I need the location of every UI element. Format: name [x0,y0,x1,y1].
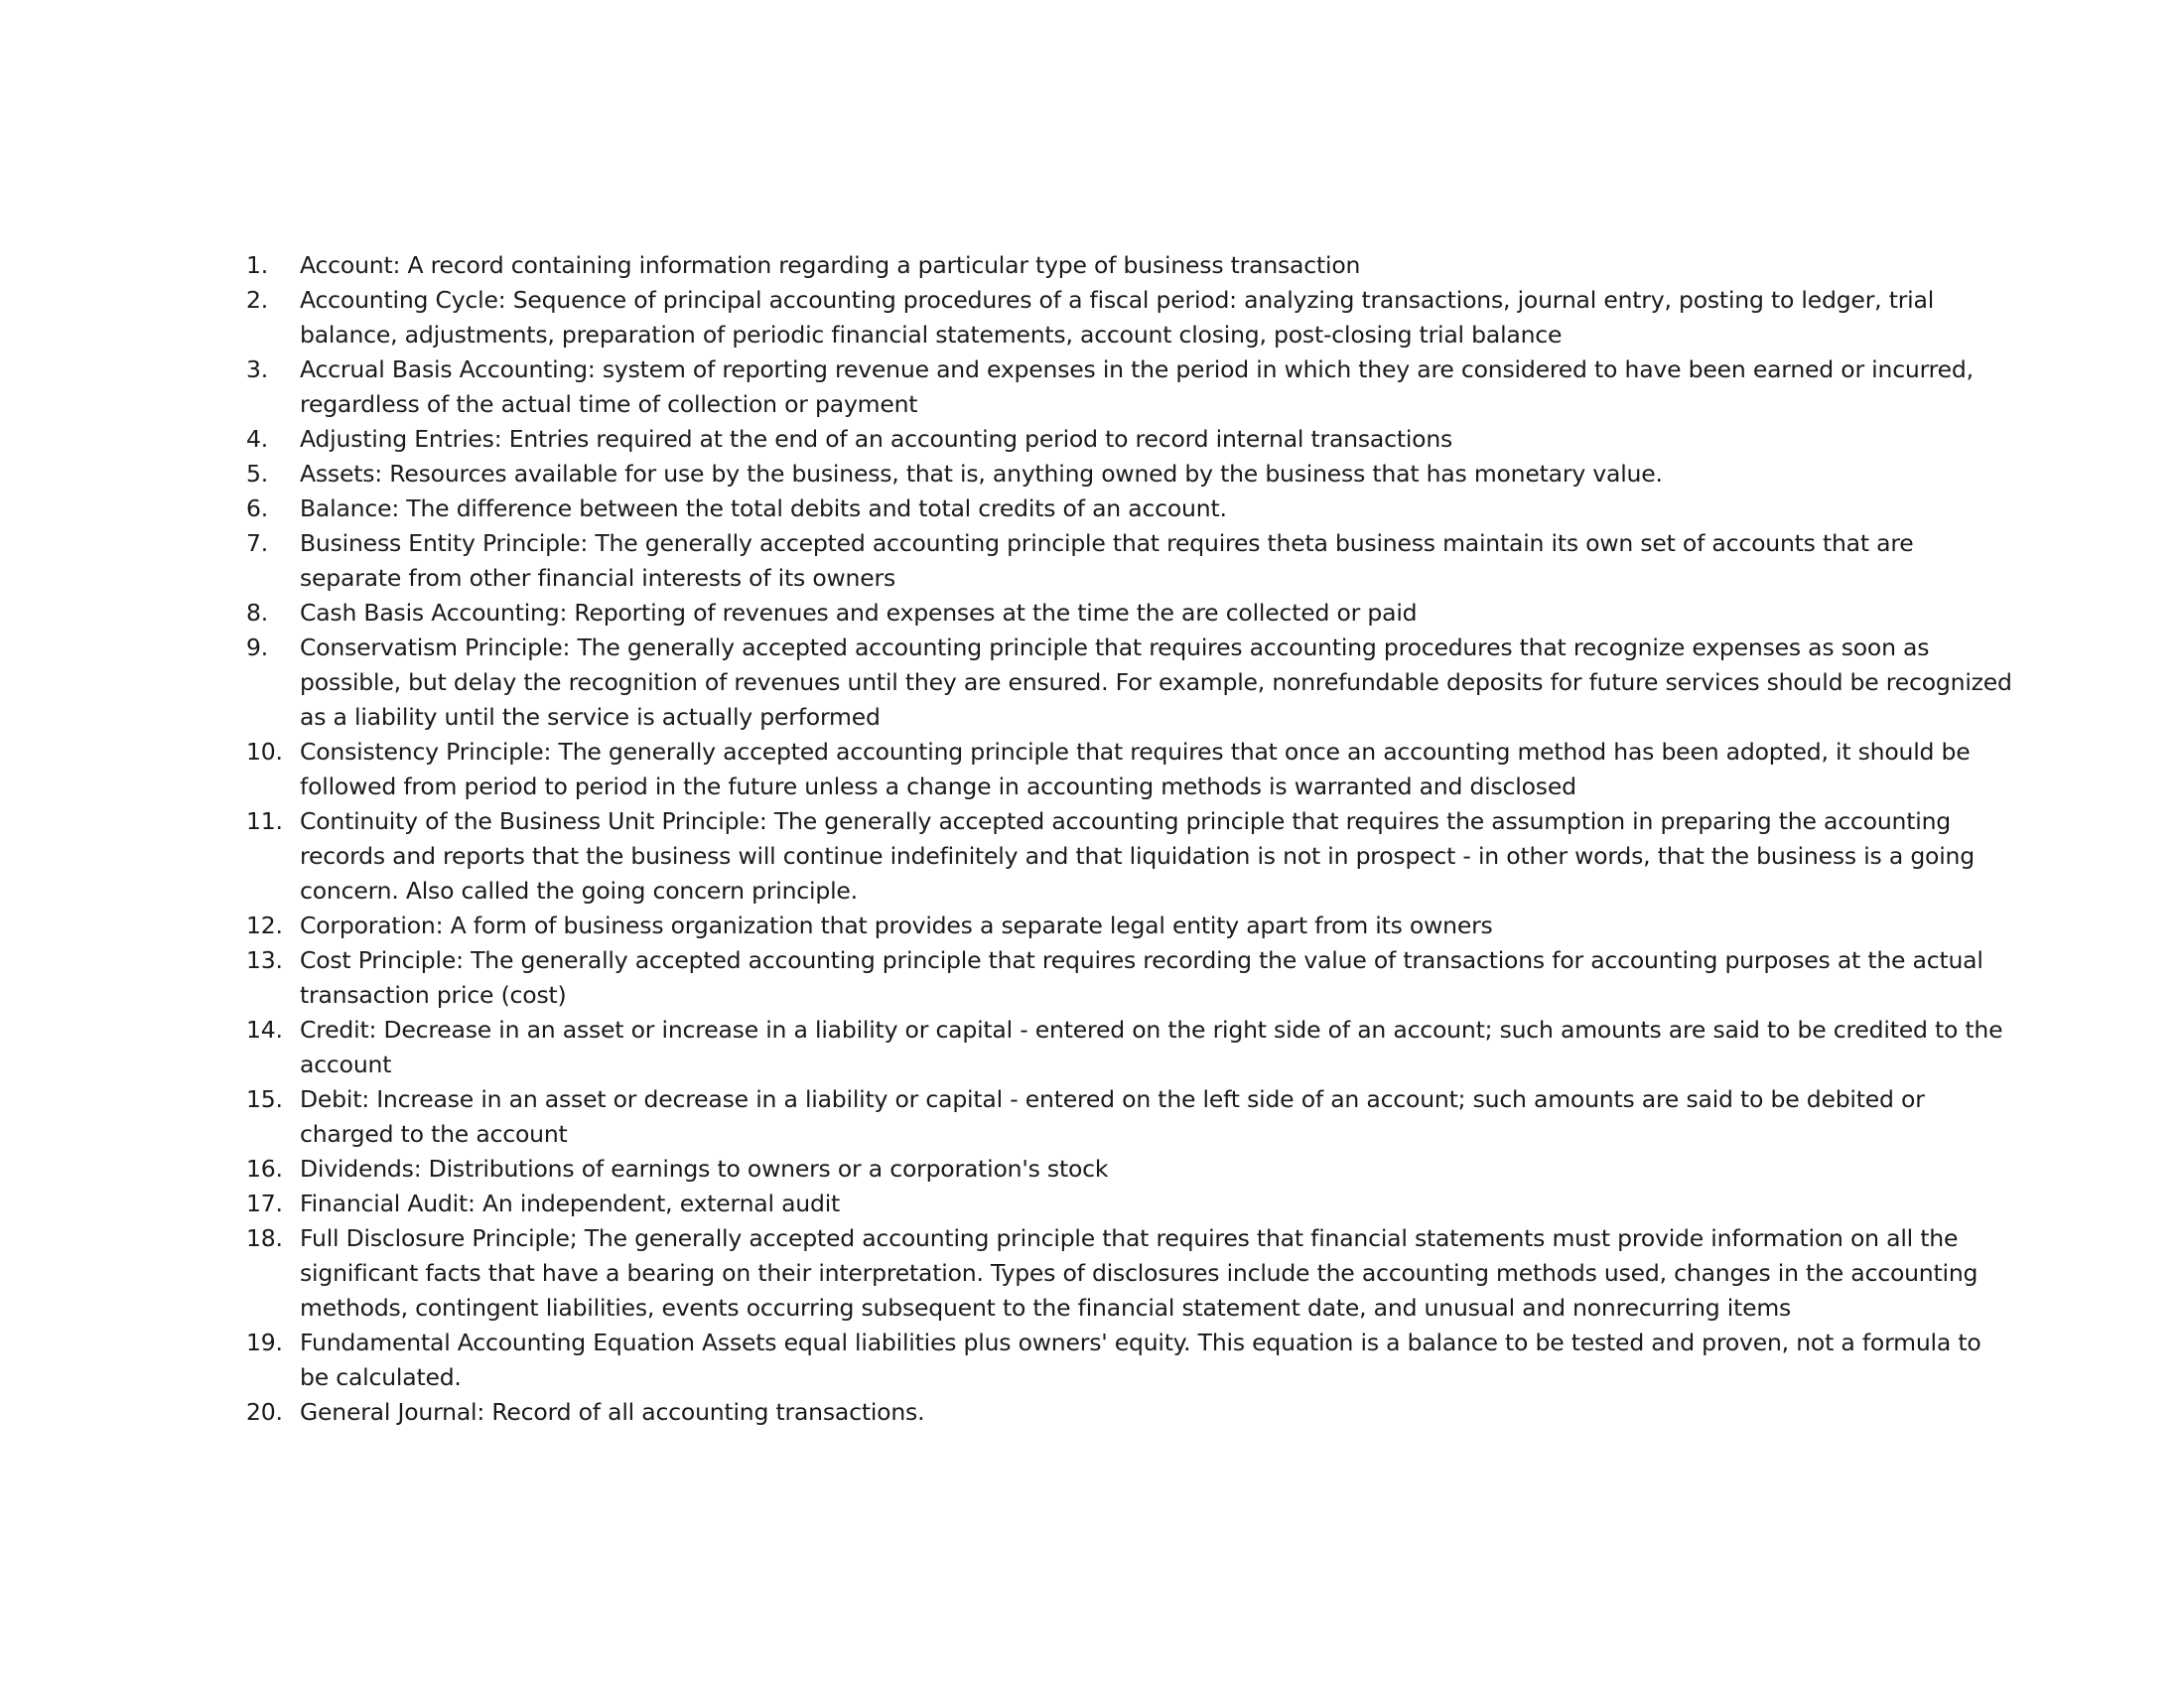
item-number: 13. [246,946,283,974]
item-number: 8. [246,599,269,627]
item-number: 11. [246,807,283,835]
item-number: 20. [246,1398,283,1426]
item-text: Continuity of the Business Unit Principle: The generally accepted accounting principle that requires the assumption in preparing the accounting records and reports that the business will continue indefinitely and that liquidation is not in prospect - in other words, that the business is a going concern. Also called the going concern principle. [300,807,1975,905]
item-number: 6. [246,494,269,522]
list-item [246,1221,2013,1326]
item-number: 16. [246,1155,283,1183]
item-text: Credit: Decrease in an asset or increase in a liability or capital - entered on the right side of an account; such amounts are said to be credited to the account [300,1016,2003,1078]
list-item [246,422,2013,457]
item-text: Cost Principle: The generally accepted accounting principle that requires recording the value of transactions for accounting purposes at the actual transaction price (cost) [300,946,1983,1009]
item-text: Accrual Basis Accounting: system of reporting revenue and expenses in the period in which they are considered to have been earned or incurred, regardless of the actual time of collection or payment [300,355,1974,418]
item-text: Dividends: Distributions of earnings to owners or a corporation's stock [300,1155,1109,1183]
list-item [246,1152,2013,1187]
item-number: 9. [246,633,269,661]
list-item [246,1326,2013,1395]
list-item [246,631,2013,735]
item-number: 1. [246,251,269,279]
item-text: Cash Basis Accounting: Reporting of revenues and expenses at the time the are collected or paid [300,599,1418,627]
glossary-list [246,248,2013,1430]
list-item [246,1395,2013,1430]
list-item [246,596,2013,631]
item-number: 19. [246,1329,283,1356]
item-text: Financial Audit: An independent, external audit [300,1190,841,1217]
list-item [246,492,2013,526]
list-item [246,735,2013,804]
item-number: 10. [246,738,283,766]
item-text: Fundamental Accounting Equation Assets equal liabilities plus owners' equity. This equation is a balance to be tested and proven, not a formula to be calculated. [300,1329,1981,1391]
item-number: 7. [246,529,269,557]
item-number: 14. [246,1016,283,1044]
item-number: 3. [246,355,269,383]
item-text: Assets: Resources available for use by the business, that is, anything owned by the business that has monetary value. [300,460,1663,488]
item-text: Business Entity Principle: The generally accepted accounting principle that requires theta business maintain its own set of accounts that are separate from other financial interests of its owners [300,529,1914,592]
list-item [246,526,2013,596]
list-item [246,804,2013,909]
list-item [246,909,2013,943]
item-number: 5. [246,460,269,488]
item-text: Conservatism Principle: The generally accepted accounting principle that requires accounting procedures that recognize expenses as soon as possible, but delay the recognition of revenues until they are ensured. For example, nonrefundable deposits for future services should be recognized as a liability until the service is actually performed [300,633,2012,731]
list-item [246,1013,2013,1082]
list-item [246,248,2013,283]
item-number: 12. [246,912,283,939]
item-text: Accounting Cycle: Sequence of principal accounting procedures of a fiscal period: analyzing transactions, journal entry, posting to ledger, trial balance, adjustments, preparation of periodic financial statements, account closing, post-closing trial balance [300,286,1935,349]
item-number: 17. [246,1190,283,1217]
item-text: Adjusting Entries: Entries required at the end of an accounting period to record internal transactions [300,425,1453,453]
item-text: Consistency Principle: The generally accepted accounting principle that requires that once an accounting method has been adopted, it should be followed from period to period in the future unless a change in accounting methods is warranted and disclosed [300,738,1971,800]
list-item [246,1082,2013,1152]
item-text: Balance: The difference between the total debits and total credits of an account. [300,494,1227,522]
item-number: 2. [246,286,269,314]
list-item [246,457,2013,492]
item-number: 15. [246,1085,283,1113]
item-text: Account: A record containing information regarding a particular type of business transaction [300,251,1361,279]
item-text: Corporation: A form of business organization that provides a separate legal entity apart from its owners [300,912,1493,939]
list-item [246,1187,2013,1221]
list-item [246,943,2013,1013]
list-item [246,352,2013,422]
item-text: General Journal: Record of all accounting transactions. [300,1398,925,1426]
item-text: Debit: Increase in an asset or decrease in a liability or capital - entered on the left side of an account; such amounts are said to be debited or charged to the account [300,1085,1925,1148]
item-text: Full Disclosure Principle; The generally accepted accounting principle that requires that financial statements must provide information on all the significant facts that have a bearing on their interpretation. Types of disclosures include the accounting methods used, changes in the accounting methods, contingent liabilities, events occurring subsequent to the financial statement date, and unusual and nonrecurring items [300,1224,1979,1322]
item-number: 4. [246,425,269,453]
list-item [246,283,2013,352]
item-number: 18. [246,1224,283,1252]
